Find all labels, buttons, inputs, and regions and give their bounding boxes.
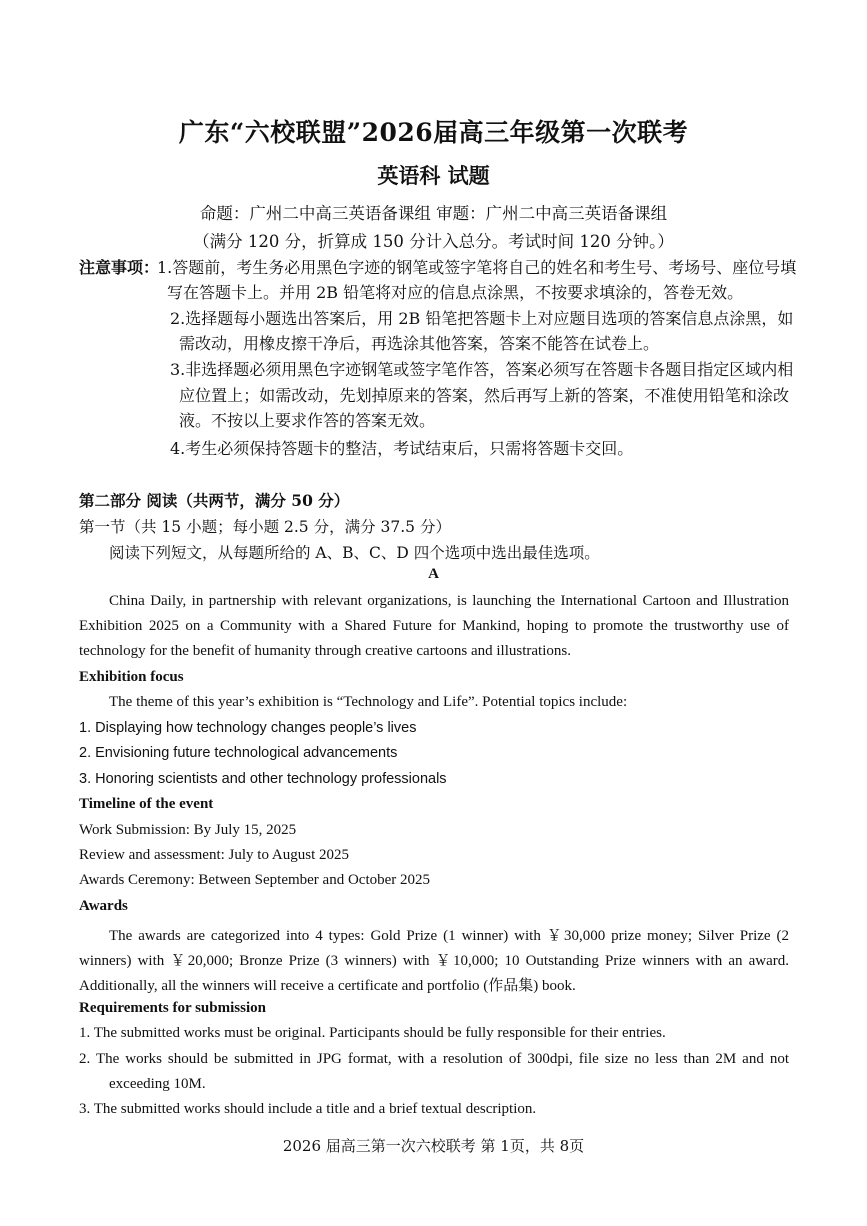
note-line: 液。不按以上要求作答的答案无效。	[179, 411, 436, 430]
topic-item: 3. Honoring scientists and other technology professionals	[79, 771, 447, 787]
focus-text: The theme of this year’s exhibition is “Technology and Life”. Potential topics include:	[109, 694, 628, 710]
awards-heading: Awards	[79, 898, 128, 914]
requirement-item: 3. The submitted works should include a title and a brief textual description.	[79, 1101, 537, 1117]
authors-line: 命题：广州二中高三英语备课组 审题：广州二中高三英语备课组	[199, 204, 668, 223]
awards-line: Additionally, all the winners will receive a certificate and portfolio (作品集) book.	[79, 978, 576, 994]
passage-intro-line: technology for the benefit of humanity through creative cartoons and illustrations.	[79, 643, 571, 659]
requirements-heading: Requirements for submission	[79, 1000, 266, 1016]
timeline-item: Review and assessment: July to August 2025	[79, 847, 349, 863]
timeline-item: Work Submission: By July 15, 2025	[79, 822, 297, 838]
focus-heading: Exhibition focus	[79, 669, 184, 685]
requirement-item: 2. The works should be submitted in JPG format, with a resolution of 300dpi, file size no less than 2M and not	[79, 1051, 789, 1067]
part-title: 第二部分 阅读（共两节，满分 50 分）	[79, 491, 350, 510]
note-line: 3.非选择题必须用黑色字迹钢笔或签字笔作答，答案必须写在答题卡各题目指定区域内相	[170, 360, 794, 379]
awards-line: winners) with ￥20,000; Bronze Prize (3 winners) with ￥10,000; 10 Outstanding Prize winners with an award.	[79, 953, 789, 969]
topic-item: 2. Envisioning future technological advancements	[79, 745, 398, 761]
exam-subtitle: 英语科 试题	[377, 163, 490, 188]
instruction: 阅读下列短文，从每题所给的 A、B、C、D 四个选项中选出最佳选项。	[109, 544, 600, 562]
passage-label: A	[428, 566, 439, 582]
timeline-item: Awards Ceremony: Between September and October 2025	[79, 872, 431, 888]
note-line: 2.选择题每小题选出答案后，用 2B 铅笔把答题卡上对应题目选项的答案信息点涂黑，如	[170, 309, 794, 328]
score-info: （满分 120 分，折算成 150 分计入总分。考试时间 120 分钟。）	[193, 232, 674, 251]
exam-title: 广东“六校联盟”2026届高三年级第一次联考	[178, 118, 689, 147]
note-line: 1.答题前，考生务必用黑色字迹的钢笔或签字笔将自己的姓名和考生号、考场号、座位号填	[157, 258, 797, 277]
timeline-heading: Timeline of the event	[79, 796, 214, 812]
topic-item: 1. Displaying how technology changes people’s lives	[79, 720, 417, 736]
note-line: 应位置上；如需改动，先划掉原来的答案，然后再写上新的答案，不准使用铅笔和涂改	[179, 386, 789, 405]
note-line: 写在答题卡上。并用 2B 铅笔将对应的信息点涂黑，不按要求填涂的，答卷无效。	[167, 283, 744, 302]
requirement-item: 1. The submitted works must be original. Participants should be fully responsible for their entries.	[79, 1025, 666, 1041]
note-line: 4.考生必须保持答题卡的整洁，考试结束后，只需将答题卡交回。	[170, 439, 634, 458]
note-line: 需改动，用橡皮擦干净后，再选涂其他答案，答案不能答在试卷上。	[179, 334, 660, 353]
awards-line: The awards are categorized into 4 types: Gold Prize (1 winner) with ￥30,000 prize money; Silver Prize (2	[109, 928, 789, 944]
subsection-title: 第一节（共 15 小题；每小题 2.5 分，满分 37.5 分）	[79, 518, 451, 536]
requirement-item: exceeding 10M.	[109, 1076, 206, 1092]
notes-label: 注意事项：	[79, 258, 160, 277]
passage-intro-line: Exhibition 2025 on a Community with a Shared Future for Mankind, hoping to promote the trustworthy use of	[79, 618, 789, 634]
passage-intro-line: China Daily, in partnership with relevant organizations, is launching the International Cartoon and Illustration	[109, 593, 789, 609]
page-footer: 2026 届高三第一次六校联考 第 1页，共 8页	[282, 1137, 585, 1155]
